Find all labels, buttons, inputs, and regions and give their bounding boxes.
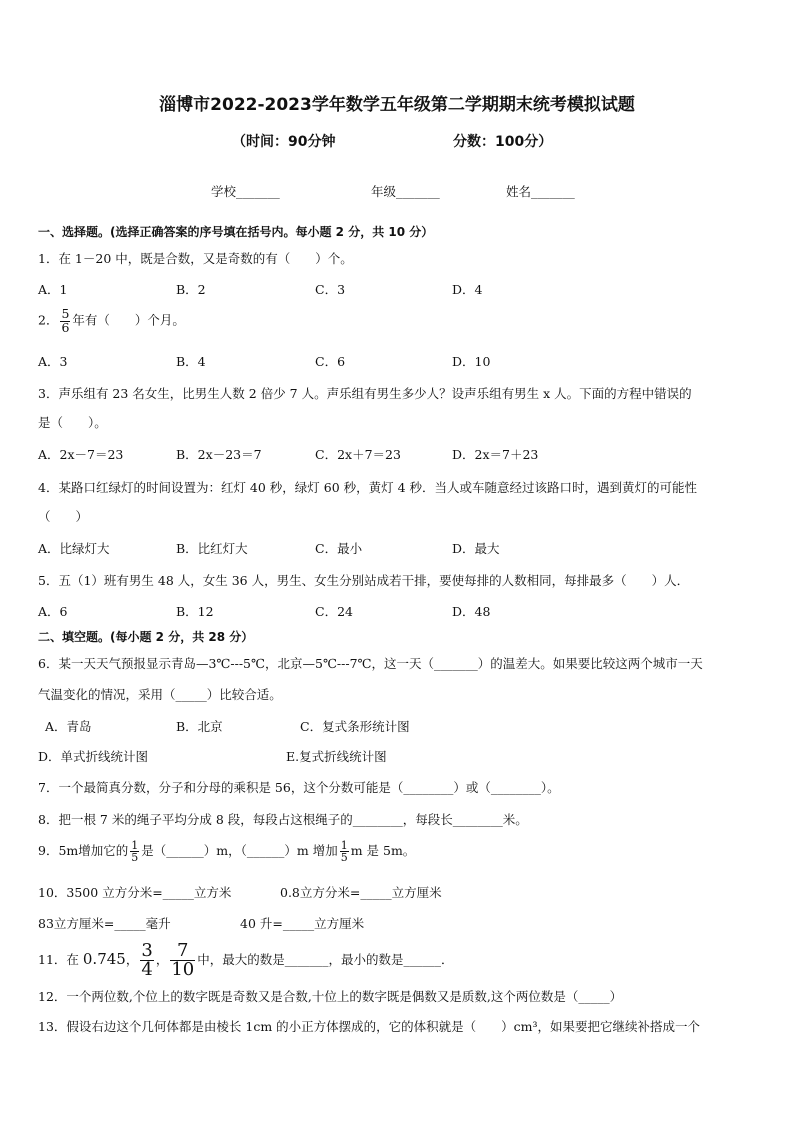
page-title: 淄博市2022-2023学年数学五年级第二学期期末统考模拟试题 [159,95,635,115]
q6-option-c: C．复式条形统计图 [300,719,410,734]
question-10-b: 0.8立方分米=_____立方厘米 [280,885,442,900]
q9-part2: 是（______）m，（______）m 增加 [141,843,338,858]
question-11 [38,942,454,979]
q2-option-d: D．10 [452,354,491,369]
q11-f2-denominator: 10 [171,959,195,980]
question-10-c: 83立方厘米=_____毫升 [38,916,171,931]
question-3-line2: 是（ ）。 [38,415,107,430]
q5-option-a: A．6 [38,604,68,619]
q6-option-b: B．北京 [176,719,223,734]
q2-fraction [60,308,70,334]
question-6-line2: 气温变化的情况，采用（_____）比较合适。 [38,687,282,702]
question-5: 5．五（1）班有男生 48 人，女生 36 人，男生、女生分别站成若干排，要使每排的人数相同，每排最多（ ）人． [38,573,690,588]
q11-sep-1: ， [125,952,139,967]
question-13: 13．假设右边这个几何体都是由棱长 1cm 的小正方体摆成的，它的体积就是（ ）cm³，如果要把它继续补搭成一个 [38,1019,701,1034]
question-6-line1: 6．某一天天气预报显示青岛—3℃---5℃，北京—5℃---7℃，这一天（_______）的温差大。如果要比较这两个城市一天 [38,656,703,671]
q2-numerator: 5 [61,306,70,321]
q1-option-d: D．4 [452,282,483,297]
question-8: 8．把一根 7 米的绳子平均分成 8 段，每段占这根绳子的________，每段长________米。 [38,812,528,827]
q9-fraction-1 [130,840,139,863]
q4-option-d: D．最大 [452,541,500,556]
q11-f1-numerator: 3 [141,940,153,961]
section-heading-choice: 一、选择题。(选择正确答案的序号填在括号内。每小题 2 分，共 10 分） [38,225,434,239]
q11-fraction-1 [140,942,153,979]
q11-part2: 中，最大的数是_______，最小的数是______． [197,952,454,967]
question-9 [38,840,415,863]
q6-option-e: E.复式折线统计图 [286,749,387,764]
q11-part1: 11．在 [38,952,83,967]
q9-part1: 9．5m增加它的 [38,843,129,858]
q3-option-a: A．2x－7＝23 [38,447,124,462]
q3-option-b: B．2x－23＝7 [176,447,262,462]
score-label: 分数：100分） [453,134,553,150]
q9-part3: m 是 5m。 [350,843,416,858]
question-7: 7．一个最简真分数，分子和分母的乘积是 56，这个分数可能是（________）或（________）。 [38,780,560,795]
q4-option-b: B．比红灯大 [176,541,248,556]
q9-f2-numerator: 1 [340,839,348,852]
q1-option-b: B．2 [176,282,206,297]
q2-text: 年有（ ）个月。 [72,312,185,328]
q11-f2-numerator: 7 [177,940,189,961]
q9-f2-denominator: 5 [340,851,348,864]
section-heading-fill: 二、填空题。(每小题 2 分，共 28 分） [38,630,254,644]
question-4-line1: 4．某路口红绿灯的时间设置为：红灯 40 秒，绿灯 60 秒，黄灯 4 秒．当人或车随意经过该路口时，遇到黄灯的可能性 [38,480,698,495]
question-10-d: 40 升=_____立方厘米 [240,916,365,931]
question-4-line2: （ ） [38,509,89,524]
q2-denominator: 6 [61,319,70,335]
q6-option-d: D．单式折线统计图 [38,749,149,764]
q11-f1-denominator: 4 [141,959,153,980]
q11-decimal: 0.745 [82,950,126,968]
q11-sep-2: ， [155,952,169,967]
q9-f1-numerator: 1 [131,839,139,852]
question-2 [38,308,185,334]
q5-option-d: D．48 [452,604,491,619]
q3-option-d: D．2x＝7＋23 [452,447,539,462]
time-label: （时间：90分钟 [232,134,336,150]
grade-field: 年级_______ [371,184,440,199]
question-1: 1．在 1－20 中，既是合数，又是奇数的有（ ）个。 [38,251,353,266]
q4-option-c: C．最小 [315,541,363,556]
q2-number: 2． [38,312,59,328]
q2-option-c: C．6 [315,354,346,369]
q5-option-b: B．12 [176,604,214,619]
q2-option-a: A．3 [38,354,68,369]
question-12: 12．一个两位数,个位上的数字既是奇数又是合数,十位上的数字既是偶数又是质数,这个两位数是（_____） [38,989,623,1004]
q3-option-c: C．2x＋7＝23 [315,447,401,462]
q9-fraction-2 [340,840,349,863]
q9-f1-denominator: 5 [131,851,139,864]
q2-option-b: B．4 [176,354,206,369]
q4-option-a: A．比绿灯大 [38,541,110,556]
question-10-a: 10．3500 立方分米=_____立方米 [38,885,232,900]
q11-fraction-2 [170,942,195,979]
q1-option-a: A．1 [38,282,68,297]
question-3-line1: 3．声乐组有 23 名女生，比男生人数 2 倍少 7 人。声乐组有男生多少人？设声乐组有男生 x 人。下面的方程中错误的 [38,386,692,401]
q5-option-c: C．24 [315,604,353,619]
q6-option-a: A．青岛 [45,719,92,734]
name-field: 姓名_______ [506,184,575,199]
school-field: 学校_______ [211,184,280,199]
q1-option-c: C．3 [315,282,346,297]
